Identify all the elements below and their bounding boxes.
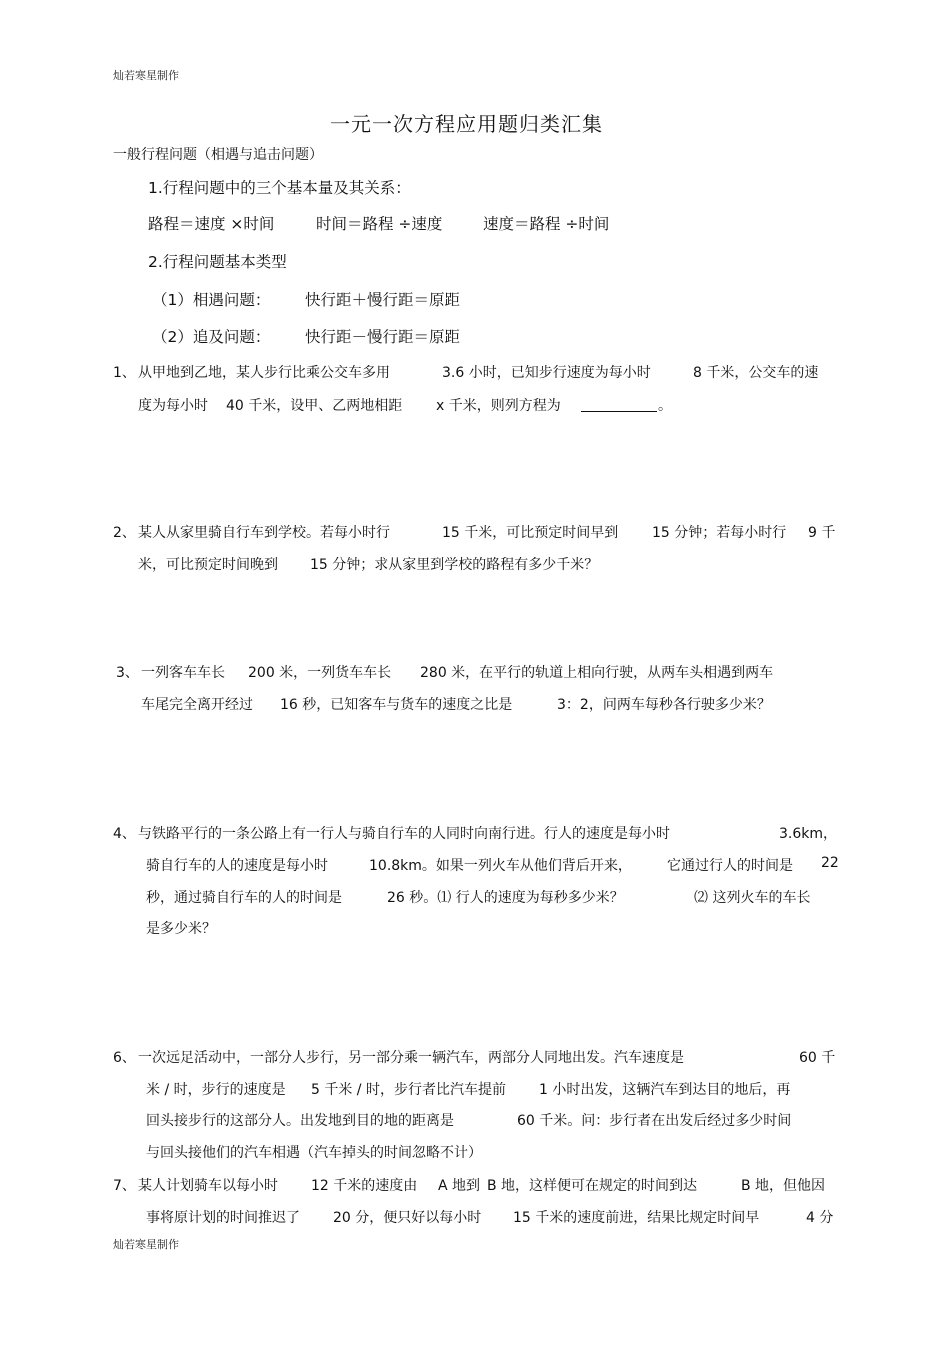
question-text: 20 分，便只好以每小时 [333, 1210, 482, 1226]
question-text: 从甲地到乙地，某人步行比乘公交车多用 [138, 365, 390, 381]
question-text: 5 千米 / 时，步行者比汽车提前 [311, 1082, 506, 1098]
answer-blank[interactable] [581, 395, 657, 412]
formula-time: 时间＝路程 ÷速度 [316, 215, 443, 233]
question-text: 280 米，在平行的轨道上相向行驶，从两车头相遇到两车 [420, 665, 774, 681]
question-text: 26 秒。⑴ 行人的速度为每秒多少米？ [387, 890, 624, 906]
question-text: 15 千米，可比预定时间早到 [442, 525, 619, 541]
question-text: 一列客车车长 [141, 665, 225, 681]
formula-speed: 速度＝路程 ÷时间 [483, 215, 610, 233]
question-text: 60 千 [799, 1050, 836, 1066]
question-text: A 地到 [438, 1178, 481, 1194]
question-text: 度为每小时 [138, 398, 208, 414]
basics-item-2: 2.行程问题基本类型 [148, 253, 287, 271]
question-text: 22 [821, 855, 839, 871]
page-header: 灿若寒星制作 [113, 69, 179, 82]
question-text: 与回头接他们的汽车相遇（汽车掉头的时间忽略不计） [146, 1145, 482, 1161]
question-text: 骑自行车的人的速度是每小时 [146, 858, 328, 874]
question-text: 。 [658, 398, 672, 414]
question-text: 1 小时出发，这辆汽车到达目的地后，再 [539, 1082, 791, 1098]
section-heading: 一般行程问题（相遇与追击问题） [113, 147, 323, 163]
question-text: 200 米，一列货车车长 [248, 665, 392, 681]
question-text: x 千米，则列方程为 [436, 398, 561, 414]
question-text: 60 千米。问：步行者在出发后经过多少时间 [517, 1113, 792, 1129]
type-chase-formula: 快行距－慢行距＝原距 [305, 328, 461, 346]
question-text: 米 / 时，步行的速度是 [146, 1082, 286, 1098]
question-number: 4、 [113, 826, 136, 842]
question-text: 15 千米的速度前进，结果比规定时间早 [513, 1210, 760, 1226]
basics-item-1: 1.行程问题中的三个基本量及其关系： [148, 179, 411, 197]
question-number: 7、 [113, 1178, 136, 1194]
question-text: 3.6 小时，已知步行速度为每小时 [442, 365, 651, 381]
question-number: 2、 [113, 525, 136, 541]
page-footer: 灿若寒星制作 [113, 1238, 179, 1251]
formula-distance: 路程＝速度 ×时间 [148, 215, 275, 233]
question-number: 1、 [113, 365, 136, 381]
question-text: 8 千米，公交车的速 [693, 365, 819, 381]
question-text: 4 分 [806, 1210, 834, 1226]
question-text: 某人计划骑车以每小时 [138, 1178, 278, 1194]
type-meeting-formula: 快行距＋慢行距＝原距 [305, 291, 461, 309]
question-text: 某人从家里骑自行车到学校。若每小时行 [138, 525, 390, 541]
document-title: 一元一次方程应用题归类汇集 [330, 112, 603, 136]
question-text: 车尾完全离开经过 [141, 697, 253, 713]
question-text: 秒，通过骑自行车的人的时间是 [146, 890, 342, 906]
question-text: 米，可比预定时间晚到 [138, 557, 278, 573]
question-text: 3.6km， [779, 826, 838, 842]
type-meeting-label: （1）相遇问题： [152, 291, 271, 309]
question-text: 是多少米？ [146, 921, 216, 937]
type-chase-label: （2）追及问题： [152, 328, 271, 346]
question-text: 它通过行人的时间是 [667, 858, 793, 874]
question-text: B 地，但他因 [741, 1178, 826, 1194]
question-text: 与铁路平行的一条公路上有一行人与骑自行车的人同时向南行进。行人的速度是每小时 [138, 826, 670, 842]
question-text: 回头接步行的这部分人。出发地到目的地的距离是 [146, 1113, 454, 1129]
question-text: ⑵ 这列火车的车长 [694, 890, 811, 906]
question-text: 事将原计划的时间推迟了 [146, 1210, 300, 1226]
question-text: 3：2，问两车每秒各行驶多少米？ [557, 697, 771, 713]
question-text: 12 千米的速度由 [311, 1178, 418, 1194]
question-text: 16 秒，已知客车与货车的速度之比是 [280, 697, 513, 713]
question-number: 6、 [113, 1050, 136, 1066]
question-text: 一次远足活动中，一部分人步行，另一部分乘一辆汽车，两部分人同地出发。汽车速度是 [138, 1050, 684, 1066]
question-text: 15 分钟；求从家里到学校的路程有多少千米？ [310, 557, 599, 573]
question-number: 3、 [116, 665, 139, 681]
question-text: 9 千 [808, 525, 836, 541]
question-text: 10.8km。如果一列火车从他们背后开来， [369, 858, 632, 874]
question-text: B 地，这样便可在规定的时间到达 [487, 1178, 698, 1194]
question-text: 15 分钟；若每小时行 [652, 525, 787, 541]
question-text: 40 千米，设甲、乙两地相距 [226, 398, 403, 414]
